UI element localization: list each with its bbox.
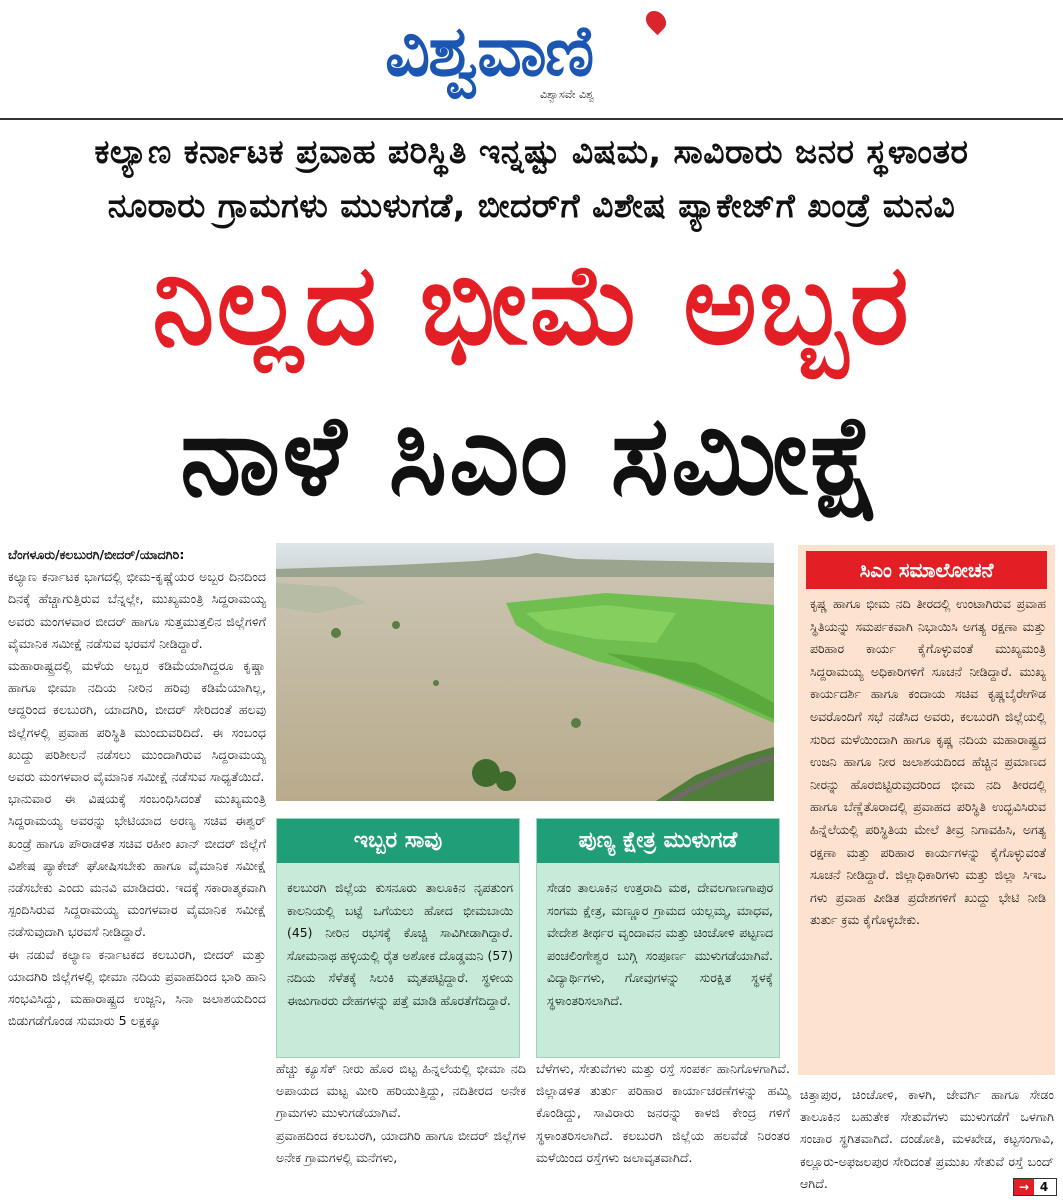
paragraph: ಪ್ರವಾಹದಿಂದ ಕಲಬುರಗಿ, ಯಾದಗಿರಿ ಹಾಗೂ ಬೀದರ್ ಜಿಲ್ಲೆಗಳ ಅನೇಕ ಗ್ರಾಮಗಳಲ್ಲಿ ಮನೆಗಳು,: [276, 1127, 526, 1165]
article-column-1: [8, 544, 266, 1032]
sidebar-body: ಕೃಷ್ಣ ಹಾಗೂ ಭೀಮ ನದಿ ತೀರದಲ್ಲಿ ಉಂಟಾಗಿರುವ ಪ್ರವಾಹ ಸ್ಥಿತಿಯನ್ನು ಸಮರ್ಪಕವಾಗಿ ನಿಭಾಯಿಸಿ ಅಗತ್ಯ ರಕ್ಷಣಾ ಮತ್ತು ಪರಿಹಾರ ಕಾರ್ಯ ಕೈಗೊಳ್ಳುವಂತೆ ಮುಖ್ಯಮಂತ್ರಿ ಸಿದ್ದರಾಮಯ್ಯ ಅಧಿಕಾರಿಗಳಿಗೆ ಸೂಚನೆ ನೀಡಿದ್ದಾರೆ. ಮುಖ್ಯ ಕಾರ್ಯದರ್ಶಿ ಹಾಗೂ ಕಂದಾಯ ಸಚಿವ ಕೃಷ್ಣಬೈರೇಗೌಡ ಅವರೊಂದಿಗೆ ಸಭೆ ನಡೆಸಿದ ಅವರು, ಕಲಬುರಗಿ ಜಿಲ್ಲೆಯಲ್ಲಿ ಸುರಿದ ಮಳೆಯಿಂದಾಗಿ ಹಾಗೂ ಕೃಷ್ಣ ನದಿಯ ಮಹಾರಾಷ್ಟ್ರದ ಉಜನಿ ಹಾಗೂ ನೀರ ಜಲಾಶಯದಿಂದ ಹೆಚ್ಚಿನ ಪ್ರಮಾಣದ ನೀರನ್ನು ಹೊರಬಿಟ್ಟಿರುವುದರಿಂದ ಭೀಮ ನದಿ ತೀರದಲ್ಲಿ ಹಾಗೂ ಬೆಣ್ಣೆತೊರಾದಲ್ಲಿ ಪ್ರವಾಹದ ಪರಿಸ್ಥಿತಿ ಉದ್ಭವಿಸಿರುವ ಹಿನ್ನೆಲೆಯಲ್ಲಿ ಪರಿಸ್ಥಿತಿಯ ಮೇಲೆ ತೀವ್ರ ನಿಗಾವಹಿಸಿ, ಅಗತ್ಯ ರಕ್ಷಣಾ ಮತ್ತು ಪರಿಹಾರ ಕಾರ್ಯಗಳನ್ನು ಕೈಗೊಳ್ಳುವಂತೆ ಸೂಚನೆ ನೀಡಿದ್ದಾರೆ. ಜಿಲ್ಲಾಧಿಕಾರಿಗಳು ಮತ್ತು ಜಿಲ್ಲಾ ಸಿಇಒ ಗಳು ಪ್ರವಾಹ ಪೀಡಿತ ಪ್ರದೇಶಗಳಿಗೆ ಖುದ್ದು ಭೇಟಿ ನೀಡಿ ತುರ್ತು ಕ್ರಮ ಕೈಗೊಳ್ಳಬೇಕು.: [810, 596, 1046, 928]
dateline: ಬೆಂಗಳೂರು/ಕಲಬುರಗಿ/ಬೀದರ್/ಯಾದಗಿರಿ:: [8, 547, 185, 562]
masthead-divider: [0, 118, 1063, 120]
box-title: ಇಬ್ಬರ ಸಾವು: [277, 819, 519, 863]
article-column-2-bottom: [276, 1058, 526, 1169]
flood-aerial-photo: [276, 543, 774, 801]
paragraph: ಮಹಾರಾಷ್ಟ್ರದಲ್ಲಿ ಮಳೆಯ ಅಬ್ಬರ ಕಡಿಮೆಯಾಗಿದ್ದರೂ ಕೃಷ್ಣಾ ಹಾಗೂ ಭೀಮಾ ನದಿಯ ನೀರಿನ ಹರಿವು ಕಡಿಮೆಯಾಗಿಲ್ಲ, ಆದ್ದರಿಂದ ಕಲಬುರಗಿ, ಯಾದಗಿರಿ, ಬೀದರ್ ಸೇರಿದಂತೆ ಹಲವು ಜಿಲ್ಲೆಗಳಲ್ಲಿ ಪ್ರವಾಹ ಪರಿಸ್ಥಿತಿ ಮುಂದುವರಿದಿದೆ. ಈ ಸಂಬಂಧ ಖುದ್ದು ಪರಿಶೀಲನೆ ನಡೆಸಲು ಮುಂದಾಗಿರುವ ಸಿದ್ದರಾಮಯ್ಯ ಅವರು ಮಂಗಳವಾರ ವೈಮಾನಿಕ ಸಮೀಕ್ಷೆ ನಡೆಸುವ ಸಾಧ್ಯತೆಯಿದೆ.: [8, 658, 266, 785]
arrow-right-icon: →: [1014, 1179, 1034, 1195]
sidebar-title: ಸಿಎಂ ಸಮಾಲೋಚನೆ: [806, 551, 1047, 589]
box-title: ಪುಣ್ಯ ಕ್ಷೇತ್ರ ಮುಳುಗಡೆ: [537, 819, 779, 863]
kicker-line-1: ಕಲ್ಯಾಣ ಕರ್ನಾಟಕ ಪ್ರವಾಹ ಪರಿಸ್ಥಿತಿ ಇನ್ನಷ್ಟು ವಿಷಮ, ಸಾವಿರಾರು ಜನರ ಸ್ಥಳಾಂತರ: [94, 132, 969, 171]
box-body: ಸೇಡಂ ತಾಲೂಕಿನ ಉತ್ತರಾದಿ ಮಠ, ದೇವಲಗಾಣಗಾಪುರ ಸಂಗಮ ಕ್ಷೇತ್ರ, ಮಣ್ಣೂರ ಗ್ರಾಮದ ಯಲ್ಲಮ್ಮ, ಮಾಧವ, ವೇದೇಶ ತೀರ್ಥರ ವೃಂದಾವನ ಮತ್ತು ಚಿಂಚೋಳಿ ಪಟ್ಟಣದ ಪಂಚಲಿಂಗೇಶ್ವರ ಬುಗ್ಗಿ ಸಂಪೂರ್ಣ ಮುಳುಗಡೆಯಾಗಿವೆ. ವಿದ್ಯಾರ್ಥಿಗಳು, ಗೋವುಗಳನ್ನು ಸುರಕ್ಷಿತ ಸ್ಥಳಕ್ಕೆ ಸ್ಥಳಾಂತರಿಸಲಾಗಿದೆ.: [547, 880, 773, 1008]
page-number-badge: [1013, 1178, 1057, 1196]
flood-photo-graphic: [276, 543, 774, 801]
main-headline-red: ನಿಲ್ಲದ ಭೀಮೆ ಅಬ್ಬರ: [152, 240, 911, 370]
paragraph: ಹೆಚ್ಚು ಕ್ಯೂಸೆಕ್ ನೀರು ಹೊರ ಬಿಟ್ಟ ಹಿನ್ನಲೆಯಲ್ಲಿ ಭೀಮಾ ನದಿ ಅಪಾಯದ ಮಟ್ಟ ಮೀರಿ ಹರಿಯುತ್ತಿದ್ದು, ನದಿತೀರದ ಅನೇಕ ಗ್ರಾಮಗಳು ಮುಳುಗಡೆಯಾಗಿವೆ.: [276, 1061, 526, 1121]
paragraph: ಚಿತ್ತಾಪುರ, ಚಿಂಚೋಳಿ, ಕಾಳಗಿ, ಜೇವರ್ಗಿ ಹಾಗೂ ಸೇಡಂ ತಾಲೂಕಿನ ಬಹುತೇಕ ಸೇತುವೆಗಳು ಮುಳುಗಡೆಗೆ ಒಳಗಾಗಿ ಸಂಚಾರ ಸ್ಥಗಿತವಾಗಿದೆ. ದಂಡೋತಿ, ಮಳಖೇಡ, ಕಟ್ಟಸಂಗಾವಿ, ಕಲ್ಲೂರು-ಅಫಜಲಪುರ ಸೇರಿದಂತೆ ಪ್ರಮುಖ ಸೇತುವೆ ರಸ್ತೆ ಬಂದ್ ಆಗಿದೆ.: [800, 1087, 1054, 1191]
newspaper-logo: [385, 6, 685, 106]
paragraph: ಭಾನುವಾರ ಈ ವಿಷಯಕ್ಕೆ ಸಂಬಂಧಿಸಿದಂತೆ ಮುಖ್ಯಮಂತ್ರಿ ಸಿದ್ದರಾಮಯ್ಯ ಅವರನ್ನು ಭೇಟಿಯಾದ ಅರಣ್ಯ ಸಚಿವ ಈಶ್ವರ್ ಖಂಡ್ರೆ ಹಾಗೂ ಪೌರಾಡಳಿತ ಸಚಿವ ರಹೀಂ ಖಾನ್ ಬೀದರ್ ಜಿಲ್ಲೆಗೆ ವಿಶೇಷ ಪ್ಯಾಕೇಜ್ ಘೋಷಿಸಬೇಕು ಹಾಗೂ ವೈಮಾನಿಕ ಸಮೀಕ್ಷೆ ನಡೆಸಬೇಕು ಎಂದು ಮನವಿ ಮಾಡಿದರು. ಇದಕ್ಕೆ ಸಕಾರಾತ್ಮಕವಾಗಿ ಸ್ಪಂದಿಸಿರುವ ಸಿದ್ದರಾಮಯ್ಯ ಮಂಗಳವಾರ ವೈಮಾನಿಕ ಸಮೀಕ್ಷೆ ನಡೆಸುವುದಾಗಿ ಭರವಸೆ ನೀಡಿದ್ದಾರೆ.: [8, 791, 266, 940]
box-body: ಕಲಬುರಗಿ ಜಿಲ್ಲೆಯ ಕುಸನೂರು ತಾಲೂಕಿನ ನೃಪತುಂಗ ಕಾಲನಿಯಲ್ಲಿ ಬಟ್ಟೆ ಒಗೆಯಲು ಹೋದ ಭೀಮಬಾಯಿ (45) ನೀರಿನ ರಭಸಕ್ಕೆ ಕೊಚ್ಚಿ ಸಾವಿಗೀಡಾಗಿದ್ದಾರೆ. ಸೋಮನಾಥ ಹಳ್ಳಿಯಲ್ಲಿ ರೈತ ಅಶೋಕ ದೊಡ್ಡಮನಿ (57) ನದಿಯ ಸೆಳೆತಕ್ಕೆ ಸಿಲುಕಿ ಮೃತಪಟ್ಟಿದ್ದಾರೆ. ಸ್ಥಳೀಯ ಈಜುಗಾರರು ದೇಹಗಳನ್ನು ಪತ್ತೆ ಮಾಡಿ ಹೊರತೆಗೆದಿದ್ದಾರೆ.: [287, 880, 513, 1008]
kicker-line-2: ನೂರಾರು ಗ್ರಾಮಗಳು ಮುಳುಗಡೆ, ಬೀದರ್‌ಗೆ ವಿಶೇಷ ಪ್ಯಾಕೇಜ್‌ಗೆ ಖಂಡ್ರೆ ಮನವಿ: [107, 186, 956, 225]
sidebar-cm-review: [798, 545, 1055, 1075]
paragraph: ಬೆಳೆಗಳು, ಸೇತುವೆಗಳು ಮತ್ತು ರಸ್ತೆ ಸಂಪರ್ಕ ಹಾನಿಗೊಳಗಾಗಿವೆ. ಜಿಲ್ಲಾಡಳಿತ ತುರ್ತು ಪರಿಹಾರ ಕಾರ್ಯಾಚರಣೆಗಳನ್ನು ಹಮ್ಮಿ ಕೊಂಡಿದ್ದು, ಸಾವಿರಾರು ಜನರನ್ನು ಕಾಳಜಿ ಕೇಂದ್ರ ಗಳಿಗೆ ಸ್ಥಳಾಂತರಿಸಲಾಗಿದೆ. ಕಲಬುರಗಿ ಜಿಲ್ಲೆಯ ಹಲವೆಡೆ ನಿರಂತರ ಮಳೆಯಿಂದ ರಸ್ತೆಗಳು ಜಲಾವೃತವಾಗಿದೆ.: [536, 1061, 790, 1165]
tagline: ವಿಶ್ವಾಸವೇ ವಿಶ್ವ: [540, 88, 595, 101]
main-headline-black: ನಾಳೆ ಸಿಎಂ ಸಮೀಕ್ಷೆ: [180, 391, 883, 519]
paragraph: ಈ ನಡುವೆ ಕಲ್ಯಾಣ ಕರ್ನಾಟಕದ ಕಲಬುರಗಿ, ಬೀದರ್ ಮತ್ತು ಯಾದಗಿರಿ ಜಿಲ್ಲೆಗಳಲ್ಲಿ ಭೀಮಾ ನದಿಯ ಪ್ರವಾಹದಿಂದ ಭಾರಿ ಹಾನಿ ಸಂಭವಿಸಿದ್ದು, ಮಹಾರಾಷ್ಟ್ರದ ಉಜ್ಜನಿ, ಸಿನಾ ಜಲಾಶಯದಿಂದ ಬಿಡುಗಡೆಗೊಂಡ ಸುಮಾರು 5 ಲಕ್ಷಕ್ಕೂ: [8, 946, 266, 1029]
page-number: 4: [1039, 1180, 1049, 1194]
masthead: [0, 0, 1063, 118]
paragraph: ಕಲ್ಯಾಣ ಕರ್ನಾಟಕ ಭಾಗದಲ್ಲಿ ಭೀಮ-ಕೃಷ್ಣೆಯರ ಅಬ್ಬರ ದಿನದಿಂದ ದಿನಕ್ಕೆ ಹೆಚ್ಚಾಗುತ್ತಿರುವ ಬೆನ್ನಲ್ಲೇ, ಮುಖ್ಯಮಂತ್ರಿ ಸಿದ್ದರಾಮಯ್ಯ ಅವರು ಮಂಗಳವಾರ ಬೀದರ್ ಹಾಗೂ ಸುತ್ತಮುತ್ತಲಿನ ಜಿಲ್ಲೆಗಳಿಗೆ ವೈಮಾನಿಕ ಸಮೀಕ್ಷೆ ನಡೆಸುವ ಭರವಸೆ ನೀಡಿದ್ದಾರೆ.: [8, 569, 266, 651]
info-box-deaths: [276, 818, 520, 1058]
info-box-pilgrim-sites: [536, 818, 780, 1058]
logo-text: ವಿಶ್ವವಾಣಿ: [385, 10, 593, 92]
article-column-3-bottom: [536, 1058, 790, 1169]
